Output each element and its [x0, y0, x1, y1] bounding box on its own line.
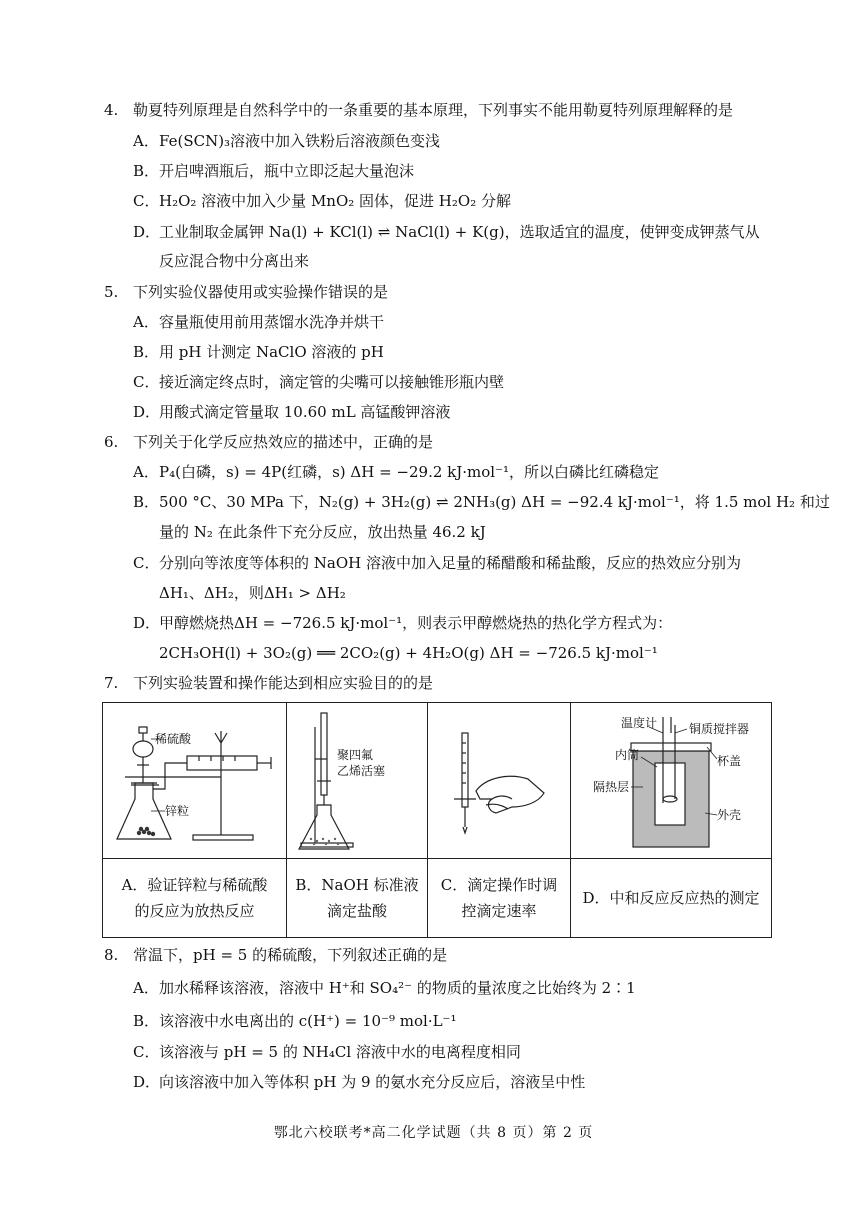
- q4-option-c: C．H₂O₂ 溶液中加入少量 MnO₂ 固体，促进 H₂O₂ 分解: [133, 192, 511, 210]
- caption-b: B．NaOH 标准液 滴定盐酸: [287, 859, 428, 938]
- q8-option-c: C．该溶液与 pH = 5 的 NH₄Cl 溶液中水的电离程度相同: [133, 1043, 521, 1061]
- label-thermometer: 温度计: [621, 716, 658, 730]
- question-number: 4.: [104, 101, 119, 119]
- q4-option-d-cont: 反应混合物中分离出来: [159, 252, 310, 270]
- question-5-stem: 5. 下列实验仪器使用或实验操作错误的是: [104, 283, 389, 301]
- label-copper-stirrer: 铜质搅拌器: [689, 722, 750, 736]
- q8-option-a: A．加水稀释该溶液，溶液中 H⁺和 SO₄²⁻ 的物质的量浓度之比始终为 2∶1: [133, 979, 636, 997]
- label-outer-shell: 外壳: [717, 808, 742, 822]
- label-stopcock: 乙烯活塞: [337, 764, 386, 778]
- question-text: 勒夏特列原理是自然科学中的一条重要的基本原理，下列事实不能用勒夏特列原理解释的是: [133, 101, 734, 119]
- apparatus-c-figure: [428, 703, 570, 858]
- question-4-stem: [104, 100, 784, 120]
- q6-option-d: D．甲醇燃烧热ΔH = −726.5 kJ·mol⁻¹，则表示甲醇燃烧热的热化学方程式为：: [133, 614, 673, 632]
- q6-option-c: C．分别向等浓度等体积的 NaOH 溶液中加入足量的稀醋酸和稀盐酸，反应的热效应分别为: [133, 554, 741, 572]
- question-7-stem: 7. 下列实验装置和操作能达到相应实验目的的是: [104, 674, 434, 692]
- label-ptfe: 聚四氟: [337, 748, 374, 762]
- apparatus-table: [102, 702, 772, 938]
- question-6-stem: 6. 下列关于化学反应热效应的描述中，正确的是: [104, 433, 434, 451]
- caption-d: D．中和反应反应热的测定: [571, 859, 772, 938]
- apparatus-d-figure: [571, 703, 771, 858]
- label-insulation: 隔热层: [593, 780, 630, 794]
- q6-option-b-cont: 量的 N₂ 在此条件下充分反应，放出热量 46.2 kJ: [159, 523, 486, 541]
- apparatus-a-cell: [103, 703, 287, 859]
- apparatus-c-cell: [428, 703, 571, 859]
- q4-option-a: A．Fe(SCN)₃溶液中加入铁粉后溶液颜色变浅: [133, 132, 441, 150]
- page-footer: 鄂北六校联考*高二化学试题（共 8 页）第 2 页: [273, 1125, 594, 1141]
- apparatus-b-cell: [287, 703, 428, 859]
- caption-a: A．验证锌粒与稀硫酸 的反应为放热反应: [103, 859, 287, 938]
- apparatus-d-cell: [571, 703, 772, 859]
- q4-option-d: D．工业制取金属钾 Na(l) + KCl(l) ⇌ NaCl(l) + K(g)，选取适宜的温度，使钾变成钾蒸气从: [133, 223, 760, 241]
- q6-option-c-cont: ΔH₁、ΔH₂，则ΔH₁ > ΔH₂: [159, 584, 346, 602]
- label-cup-lid: 杯盖: [717, 754, 742, 768]
- apparatus-a-figure: [103, 703, 286, 858]
- caption-c: C．滴定操作时调 控滴定速率: [428, 859, 571, 938]
- apparatus-b-figure: [287, 703, 427, 858]
- label-dilute-sulfuric-acid: 稀硫酸: [155, 732, 192, 746]
- q5-option-b: B．用 pH 计测定 NaClO 溶液的 pH: [133, 343, 384, 361]
- label-inner-cup: 内筒: [615, 748, 640, 762]
- question-8-stem: 8. 常温下，pH = 5 的稀硫酸，下列叙述正确的是: [104, 946, 448, 964]
- q6-option-b: B．500 °C、30 MPa 下，N₂(g) + 3H₂(g) ⇌ 2NH₃(g) ΔH = −92.4 kJ·mol⁻¹，将 1.5 mol H₂ 和过: [133, 493, 830, 511]
- q6-option-d-cont: 2CH₃OH(l) + 3O₂(g) ══ 2CO₂(g) + 4H₂O(g) ΔH = −726.5 kJ·mol⁻¹: [159, 644, 658, 662]
- label-zinc-granules: 锌粒: [165, 804, 190, 818]
- q8-option-b: B．该溶液中水电离出的 c(H⁺) = 10⁻⁹ mol·L⁻¹: [133, 1012, 457, 1030]
- q5-option-d: D．用酸式滴定管量取 10.60 mL 高锰酸钾溶液: [133, 403, 451, 421]
- q5-option-a: A．容量瓶使用前用蒸馏水洗净并烘干: [133, 313, 385, 331]
- q4-option-b: B．开启啤酒瓶后，瓶中立即泛起大量泡沫: [133, 162, 415, 180]
- q5-option-c: C．接近滴定终点时，滴定管的尖嘴可以接触锥形瓶内壁: [133, 373, 505, 391]
- q8-option-d: D．向该溶液中加入等体积 pH 为 9 的氨水充分反应后，溶液呈中性: [133, 1073, 586, 1091]
- q6-option-a: A．P₄(白磷，s) = 4P(红磷，s) ΔH = −29.2 kJ·mol⁻¹，所以白磷比红磷稳定: [133, 463, 660, 481]
